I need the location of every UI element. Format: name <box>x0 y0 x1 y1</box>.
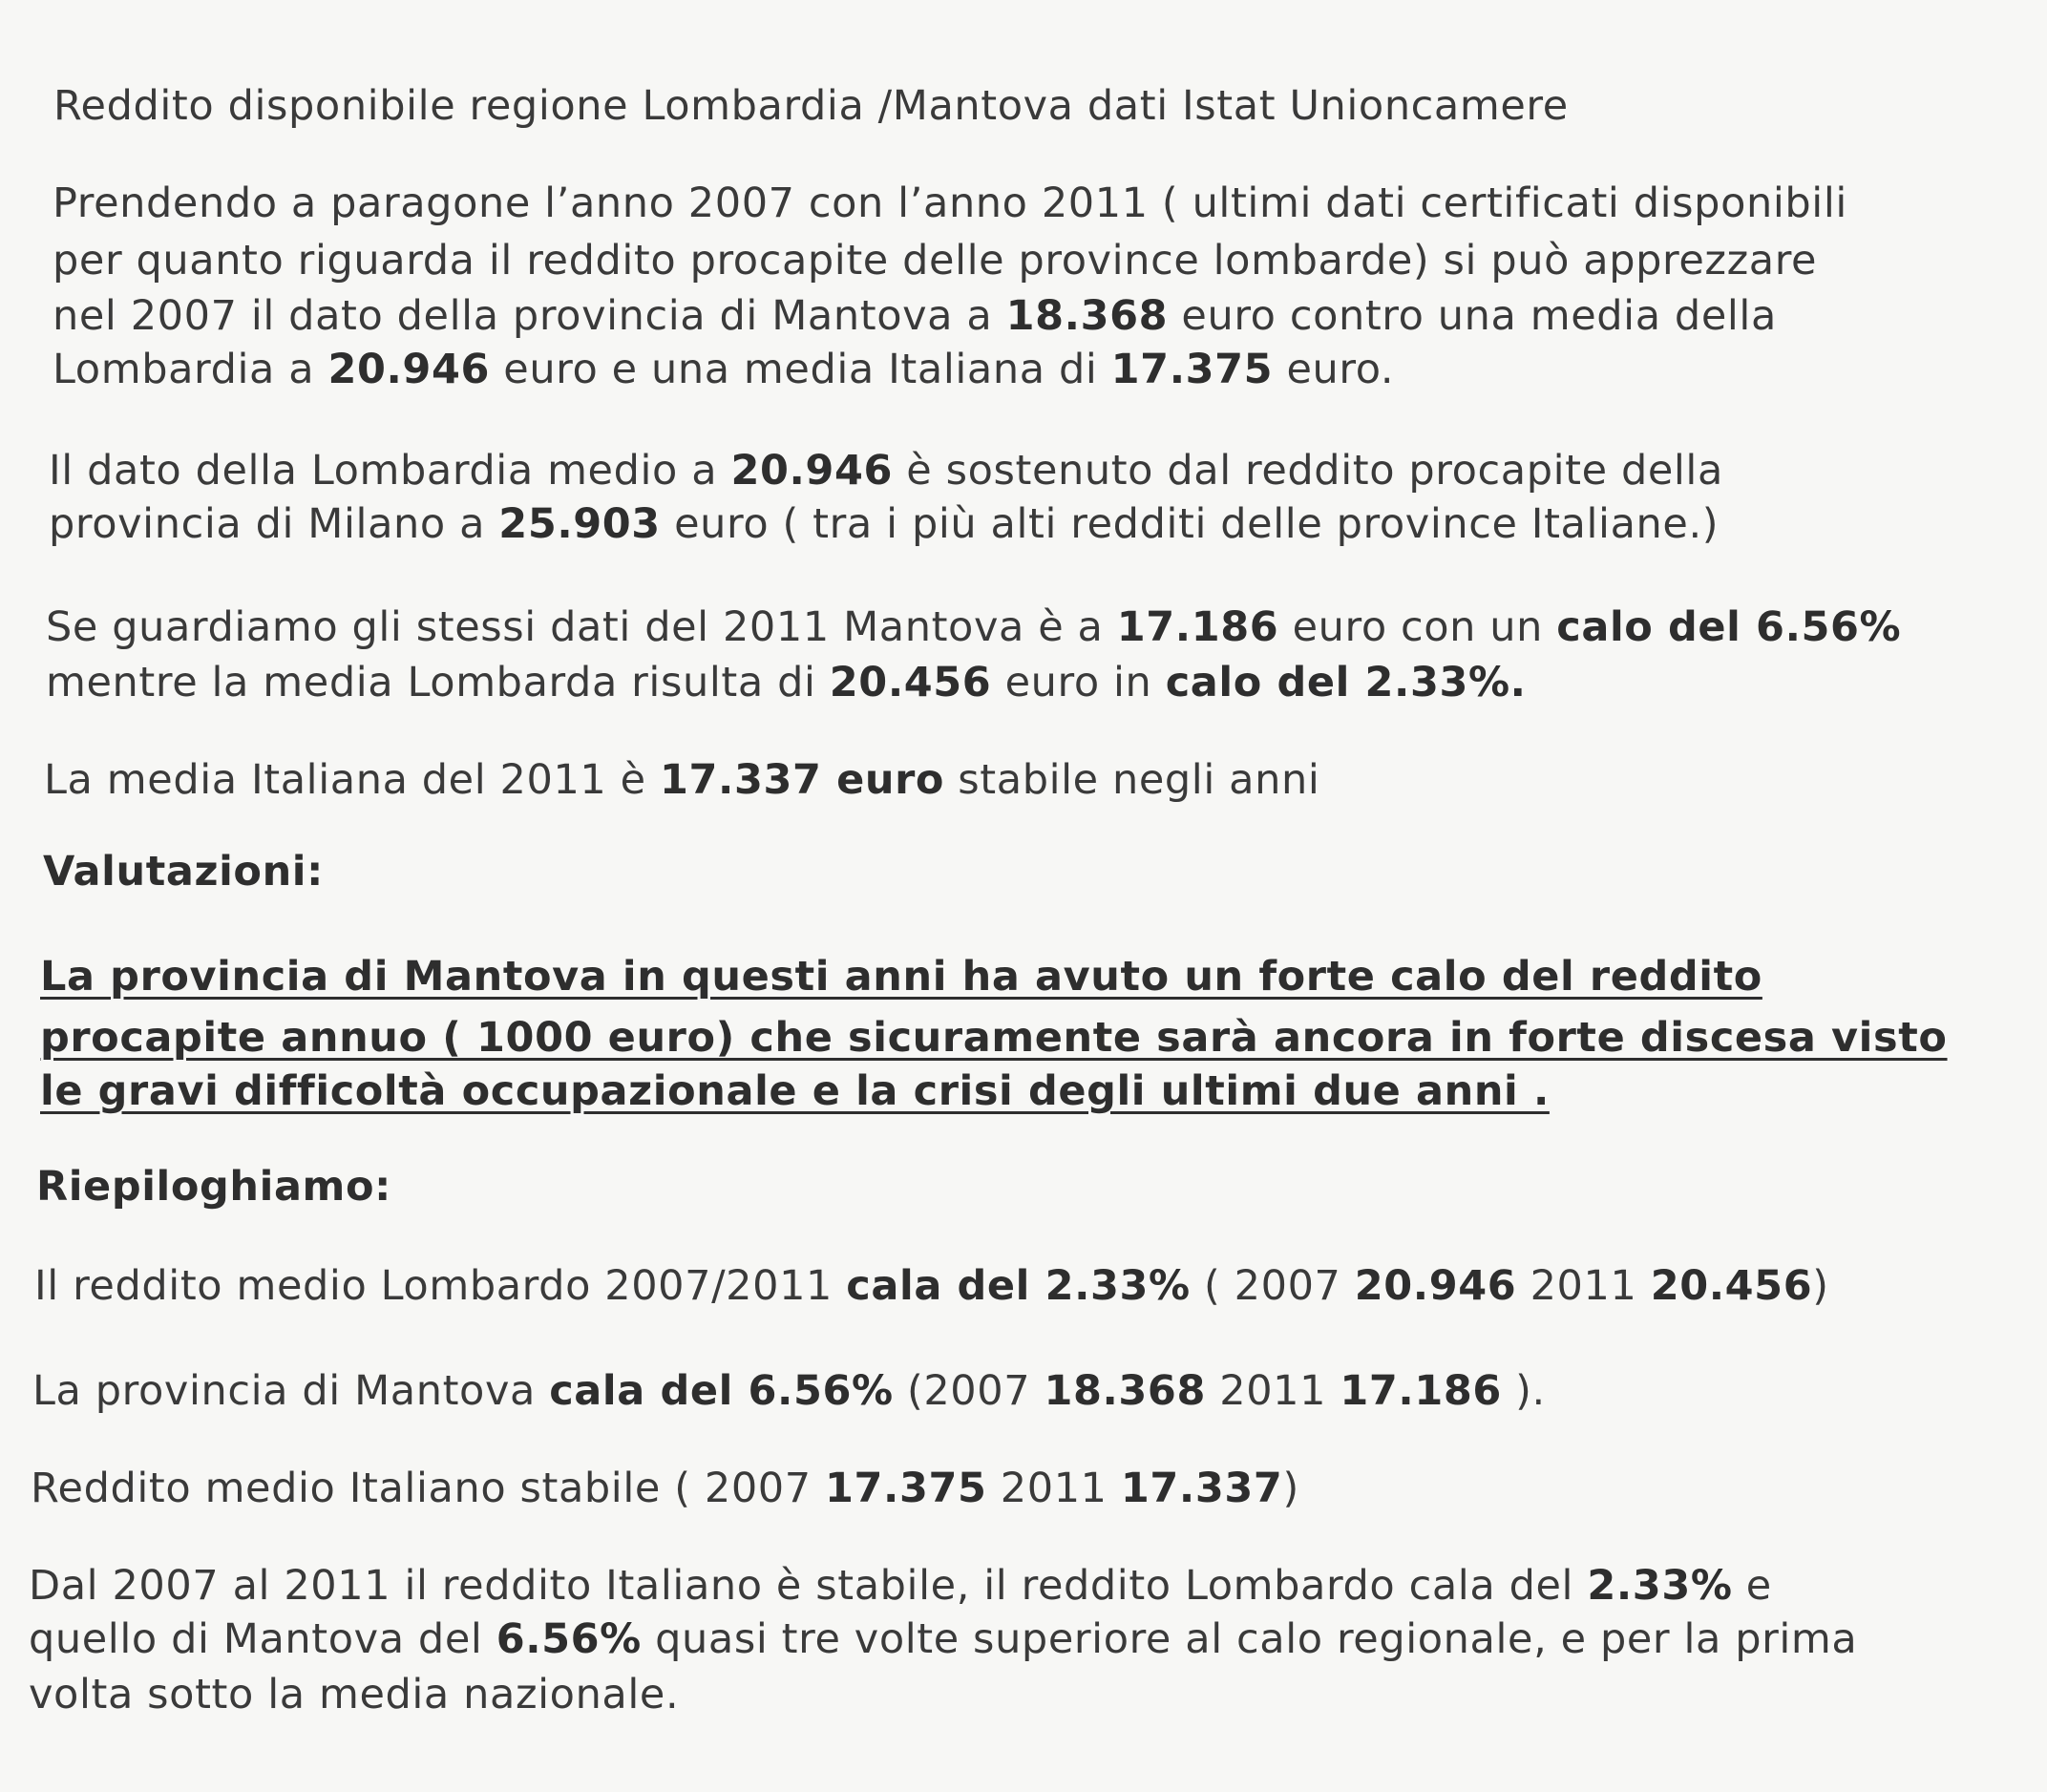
text: euro. <box>1273 346 1395 393</box>
text: 2011 <box>1516 1262 1651 1310</box>
text: 2011 <box>1205 1367 1340 1415</box>
conclusione-line-1 <box>29 1562 1772 1610</box>
text: provincia di Milano a <box>49 500 499 548</box>
valutazioni-line-2: procapite annuo ( 1000 euro) che sicuramente sarà ancora in forte discesa visto <box>40 1014 1948 1062</box>
p1-line-1: Prendendo a paragone l’anno 2007 con l’anno 2011 ( ultimi dati certificati disponibili <box>53 179 1847 227</box>
value: 2.33% <box>1587 1562 1733 1610</box>
value-mantova-2007: 18.368 <box>1005 292 1169 340</box>
text: ) <box>1812 1262 1829 1310</box>
text: (2007 <box>893 1367 1045 1415</box>
text: stabile negli anni <box>944 756 1320 804</box>
text: Se guardiamo gli stessi dati del 2011 Mantova è a <box>46 603 1117 651</box>
text: Dal 2007 al 2011 il reddito Italiano è stabile, il reddito Lombardo cala del <box>29 1562 1588 1610</box>
value: 17.186 <box>1340 1367 1502 1415</box>
p4-line <box>44 756 1320 804</box>
p2-line-1 <box>49 447 1723 495</box>
p1-line-3 <box>53 292 1777 340</box>
p3-line-1 <box>46 603 1902 651</box>
calo-lombardo: cala del 2.33% <box>846 1262 1191 1310</box>
text: Reddito medio Italiano stabile ( 2007 <box>31 1465 825 1512</box>
valutazioni-line-1: La provincia di Mantova in questi anni ha avuto un forte calo del reddito <box>40 953 1762 1001</box>
text: euro contro una media della <box>1168 292 1777 340</box>
text: ) <box>1282 1465 1299 1512</box>
text: euro con un <box>1278 603 1557 651</box>
text: quasi tre volte superiore al calo regionale, e per la prima <box>641 1615 1858 1663</box>
text: nel 2007 il dato della provincia di Mantova a <box>53 292 1006 340</box>
value-mantova-2011: 17.186 <box>1116 603 1279 651</box>
text: euro ( tra i più alti redditi delle province Italiane.) <box>660 500 1720 548</box>
text: 2011 <box>986 1465 1121 1512</box>
riepilogo-lombardo <box>34 1262 1829 1310</box>
conclusione-line-2 <box>29 1615 1858 1663</box>
p1-line-4 <box>53 346 1395 393</box>
calo-lombardia: calo del 2.33%. <box>1165 659 1527 706</box>
riepilogo-heading: Riepiloghiamo: <box>36 1163 391 1211</box>
text: La media Italiana del 2011 è <box>44 756 660 804</box>
text: e <box>1732 1562 1772 1610</box>
calo-mantova: cala del 6.56% <box>549 1367 894 1415</box>
valutazioni-heading: Valutazioni: <box>43 848 324 896</box>
text: Il dato della Lombardia medio a <box>49 447 731 495</box>
document-title: Reddito disponibile regione Lombardia /Mantova dati Istat Unioncamere <box>53 82 1569 130</box>
p1-line-2: per quanto riguarda il reddito procapite delle province lombarde) si può apprezzare <box>53 237 1818 285</box>
value-lombardia-2011: 20.456 <box>829 659 992 706</box>
value-lombardia-medio: 20.946 <box>730 447 893 495</box>
value: 17.375 <box>824 1465 987 1512</box>
value: 18.368 <box>1044 1367 1206 1415</box>
calo-mantova: calo del 6.56% <box>1556 603 1902 651</box>
value: 20.946 <box>1354 1262 1517 1310</box>
riepilogo-italiano <box>31 1465 1299 1512</box>
value-lombardia-2007: 20.946 <box>327 346 490 393</box>
p2-line-2 <box>49 500 1720 548</box>
text: quello di Mantova del <box>29 1615 496 1663</box>
text: La provincia di Mantova <box>32 1367 550 1415</box>
text: euro in <box>991 659 1166 706</box>
value: 17.337 <box>1120 1465 1283 1512</box>
riepilogo-mantova <box>32 1367 1546 1415</box>
text: mentre la media Lombarda risulta di <box>46 659 830 706</box>
valutazioni-line-3: le gravi difficoltà occupazionale e la crisi degli ultimi due anni . <box>40 1067 1550 1115</box>
p3-line-2 <box>46 659 1527 706</box>
value: 6.56% <box>496 1615 642 1663</box>
value: 20.456 <box>1650 1262 1813 1310</box>
conclusione-line-3: volta sotto la media nazionale. <box>29 1671 680 1718</box>
value-italia-2007: 17.375 <box>1110 346 1274 393</box>
text: euro e una media Italiana di <box>490 346 1111 393</box>
text: ). <box>1501 1367 1546 1415</box>
text: Il reddito medio Lombardo 2007/2011 <box>34 1262 847 1310</box>
value-milano: 25.903 <box>498 500 661 548</box>
text: è sostenuto dal reddito procapite della <box>893 447 1723 495</box>
text: Lombardia a <box>53 346 328 393</box>
value-italia-2011: 17.337 euro <box>659 756 945 804</box>
text: ( 2007 <box>1190 1262 1355 1310</box>
